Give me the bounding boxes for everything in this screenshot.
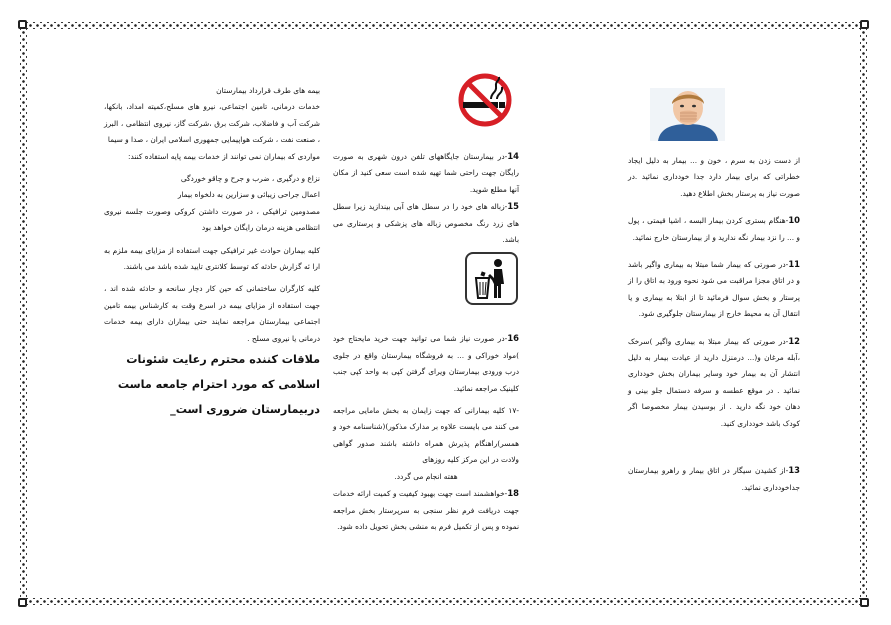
item-14-number: 14 bbox=[507, 151, 519, 161]
item-13-text: -از کشیدن سیگار در اتاق بیمار و راهرو بیمارستان جداخودداری نمائید. bbox=[628, 466, 800, 492]
insurance-title: بیمه های طرف قرارداد بیمارستان bbox=[216, 86, 320, 95]
border-corner-bottom-right bbox=[860, 598, 869, 607]
item-10-text: -هنگام بستری کردن بیمار البسه ، اشیا قیمتی ، پول و ... را نزد بیمار نگه ندارید و از بیمارستان خارج نمائید. bbox=[628, 216, 800, 242]
item-11-text: -در صورتی که بیمار شما مبتلا به بیماری واگیر باشد و در اتاق مجزا مراقبت می شود نحوه ورود به اتاق را از پرستار و بخش سوال فرمائید تا از ابتلا به بیماری و یا انتقال آن به محیط خارج از بیمارستان جلوگیری شود. bbox=[628, 260, 800, 319]
excluded-cosmetic: اعمال جراحی زیبائی و سزارین به دلخواه بیمار bbox=[177, 190, 320, 200]
item-17-continued: هفته انجام می گردد. bbox=[394, 471, 458, 481]
item-15-text: -زباله های خود را در سطل های آبی بیندازید زیرا سطل های زرد رنگ مخصوص زباله های پزشکی و پرستاری می باشد. bbox=[333, 202, 519, 245]
border-right bbox=[860, 22, 867, 605]
no-smoking-icon bbox=[451, 73, 521, 127]
non-traffic-accidents: کلیه بیماران حوادث غیر ترافیکی جهت استفاده از مزایای بیمه ملزم به ارا ئه گزارش حادثه که توسط کلانتری تایید شده باشد می باشند. bbox=[104, 245, 320, 272]
item-10-number: 10 bbox=[788, 215, 800, 226]
traffic-injuries: مصدومین ترافیکی ، در صورت داشتن کروکی وصورت جلسه نیروی انتظامی هزینه درمان رایگان خواهد بود bbox=[104, 206, 320, 233]
visitors-notice-heading: ملاقات کننده محترم رعایت شئونات اسلامی که مورد احترام جامعه ماست دربیمارستان ضروری است_ bbox=[117, 353, 320, 417]
item-14-text: -در بیمارستان جایگاههای تلفن درون شهری به صورت رایگان جهت راحتی شما تهیه شده است سعی کنید از مکان آنها مطلع شوید. bbox=[333, 152, 519, 194]
item-16-text: -در صورت نیاز شما می توانید جهت خرید مایحتاج خود )مواد خوراکی و ... به فروشگاه بیمارستان واقع در جلوی درب ورودی بیمارستان ویرای گرفتن کپی به واحد کپی جنب کلینیک مراجعه نمائید. bbox=[333, 334, 519, 393]
item-16-number: 16 bbox=[507, 333, 519, 344]
border-bottom bbox=[20, 598, 867, 605]
border-corner-top-left bbox=[18, 20, 27, 29]
border-corner-bottom-left bbox=[18, 598, 27, 607]
border-left bbox=[20, 22, 27, 605]
child-covering-mouth-photo bbox=[650, 88, 725, 141]
item-13 bbox=[628, 462, 800, 496]
item-18 bbox=[333, 485, 519, 535]
item-11 bbox=[628, 256, 800, 323]
item-11-number: 11 bbox=[788, 259, 800, 270]
item-14 bbox=[333, 148, 519, 198]
right-column bbox=[628, 153, 800, 496]
item-12-number: 12 bbox=[788, 335, 800, 346]
middle-column bbox=[333, 148, 519, 535]
item-15 bbox=[333, 198, 519, 248]
item-18-number: 18 bbox=[507, 488, 519, 499]
construction-workers: کلیه کارگران ساختمانی که حین کار دچار سانحه و حادثه شده اند ، جهت استفاده از مزایای بیمه در اسرع وقت به کارشناس بیمه تامین اجتماعی بیمارستان مراجعه نمایند حتی بیماران دارای بیمه خدمات درمانی یا نیروی مسلح . bbox=[104, 284, 320, 343]
excluded-fights: نزاع و درگیری ، ضرب و جرح و چاقو خوردگی bbox=[180, 174, 320, 184]
left-column bbox=[104, 83, 320, 422]
item-12 bbox=[628, 333, 800, 432]
trash-bin-icon bbox=[465, 252, 518, 305]
item-15-number: 15 bbox=[507, 201, 519, 212]
item-13-number: 13 bbox=[788, 465, 800, 476]
item-10 bbox=[628, 212, 800, 246]
insurance-list: خدمات درمانی، تامین اجتماعی، نیرو های مسلح،کمیته امداد، بانکها، شرکت آب و فاضلاب، شرکت برق ،شرکت گاز، نیروی انتظامی ، البرز ، صنعت نفت ، شرکت هواپیمایی جمهوری اسلامی ایران ، صدا و سیما bbox=[104, 102, 320, 145]
excluded-cases-title: مواردی که بیماران نمی توانند از خدمات بیمه پایه استفاده کنند: bbox=[128, 151, 320, 161]
item-17: -۱۷ کلیه بیمارانی که جهت زایمان به بخش مامایی مراجعه می کنند می بایست علاوه بر مدارک مذکور)(شناسنامه خود و همسر)راهنگام پذیرش همراه داشته باشند صدور گواهی ولادت در این مرکز کلیه روزهای bbox=[333, 406, 519, 465]
item-intro: از دست زدن به سرم ، خون و ... بیمار به دلیل ایجاد خطراتی که برای بیمار دارد جدا خودداری نمائید .در صورت نیاز به پرستار بخش اطلاع دهید. bbox=[628, 156, 800, 198]
border-corner-top-right bbox=[860, 20, 869, 29]
item-16 bbox=[333, 330, 519, 397]
border-top bbox=[20, 22, 867, 29]
item-12-text: -در صورتی که بیمار مبتلا به بیماری واگیر )سرخک ،آبله مرغان و(... درمنزل دارید از عیادت بیمار به دلیل انتشار آن به بیمار خود وسایر بیماران بخش خودداری نمائید . در موقع عطسه و سرفه دستمال جلو بینی و دهان خود نگه دارید . از بوسیدن بیمار مخصوصا اگر کودک باشد خودداری کنید. bbox=[628, 336, 800, 428]
item-18-text: -خواهشمند است جهت بهبود کیفیت و کمیت ارائه خدمات جهت دریافت فرم نظر سنجی به سرپرستار بخش مراجعه نموده و پس از تکمیل فرم به منشی بخش تحویل داده شود. bbox=[333, 489, 519, 531]
